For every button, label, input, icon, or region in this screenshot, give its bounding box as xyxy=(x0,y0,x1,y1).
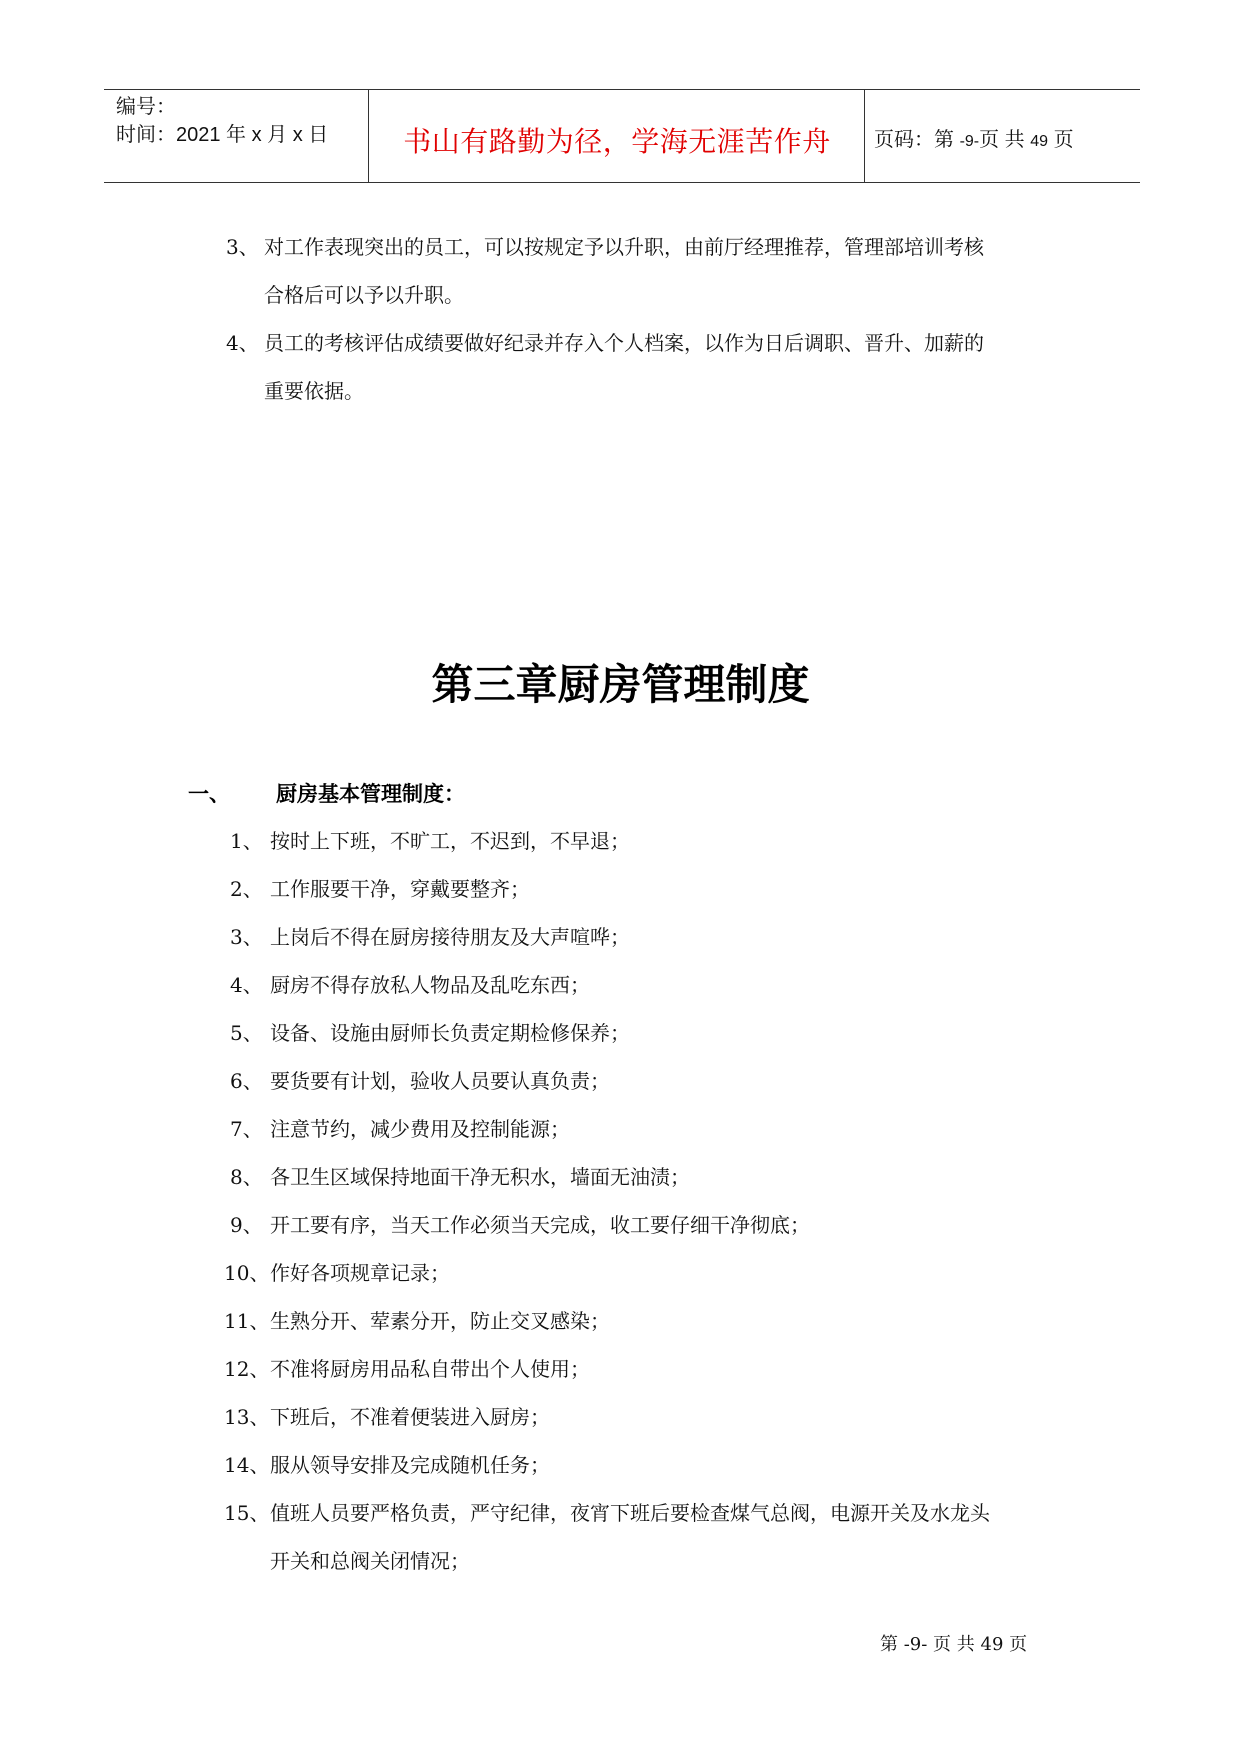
rule-item xyxy=(224,1257,450,1286)
rule-number: 15、 xyxy=(224,1501,270,1525)
rule-text: 服从领导安排及完成随机任务； xyxy=(270,1453,550,1477)
rule-number: 4、 xyxy=(230,973,263,997)
rule-number: 6、 xyxy=(230,1069,263,1093)
serial-label: 编号： xyxy=(116,96,176,118)
rule-item xyxy=(224,1497,990,1526)
item-text: 员工的考核评估成绩要做好纪录并存入个人档案，以作为日后调职、晋升、加薪的 xyxy=(264,331,984,355)
rule-text: 下班后，不准着便装进入厨房； xyxy=(270,1405,550,1429)
rule-item xyxy=(224,1401,550,1430)
rule-number: 13、 xyxy=(224,1405,270,1429)
rule-item xyxy=(224,1353,590,1382)
list-item xyxy=(226,327,984,356)
item-text-continued: 重要依据。 xyxy=(264,379,364,403)
section-number: 一、 xyxy=(188,782,230,806)
section-heading xyxy=(188,778,465,808)
rule-number: 12、 xyxy=(224,1357,270,1381)
rule-text: 工作服要干净，穿戴要整齐； xyxy=(270,877,530,901)
rule-item xyxy=(230,825,630,854)
rule-text: 上岗后不得在厨房接待朋友及大声喧哗； xyxy=(270,925,630,949)
rule-number: 7、 xyxy=(230,1117,263,1141)
rule-text: 厨房不得存放私人物品及乱吃东西； xyxy=(270,973,590,997)
page-code-num: -9- xyxy=(959,133,980,150)
rule-text: 设备、设施由厨师长负责定期检修保养； xyxy=(270,1021,630,1045)
header-motto: 书山有路勤为径，学海无涯苦作舟 xyxy=(403,125,831,158)
header-meta xyxy=(116,93,328,149)
page-header xyxy=(104,89,1140,183)
page-code-suffix: 页 xyxy=(1053,129,1074,151)
header-page-code xyxy=(874,123,1074,152)
rule-text: 各卫生区域保持地面干净无积水，墙面无油渍； xyxy=(270,1165,690,1189)
chapter-title: 第三章厨房管理制度 xyxy=(431,660,810,709)
rule-item xyxy=(230,921,630,950)
rule-item xyxy=(230,873,530,902)
rule-number: 11、 xyxy=(224,1309,270,1333)
page-code-mid: 页 共 xyxy=(979,129,1025,151)
rule-number: 14、 xyxy=(224,1453,270,1477)
rule-item xyxy=(230,1209,810,1238)
rule-number: 5、 xyxy=(230,1021,263,1045)
rule-text: 生熟分开、荤素分开，防止交叉感染； xyxy=(270,1309,610,1333)
rule-item xyxy=(224,1449,550,1478)
rule-number: 8、 xyxy=(230,1165,263,1189)
section-title: 厨房基本管理制度： xyxy=(276,782,465,806)
rule-number: 3、 xyxy=(230,925,263,949)
rule-text: 作好各项规章记录； xyxy=(270,1261,450,1285)
rule-text: 按时上下班，不旷工，不迟到，不早退； xyxy=(270,829,630,853)
page-code-prefix: 页码：第 xyxy=(874,129,954,151)
header-divider xyxy=(864,90,865,182)
rule-number: 9、 xyxy=(230,1213,263,1237)
rule-number: 10、 xyxy=(224,1261,270,1285)
rule-item xyxy=(230,1113,570,1142)
rule-item xyxy=(230,969,590,998)
page-code-total: 49 xyxy=(1030,133,1049,150)
time-label: 时间：2021 年 x 月 x 日 xyxy=(116,124,329,146)
page-footer: 第 -9- 页 共 49 页 xyxy=(880,1634,1028,1655)
rule-number: 2、 xyxy=(230,877,263,901)
list-item xyxy=(226,231,984,260)
rule-item xyxy=(230,1017,630,1046)
rule-item xyxy=(230,1161,690,1190)
item-text: 对工作表现突出的员工，可以按规定予以升职，由前厅经理推荐，管理部培训考核 xyxy=(264,235,984,259)
rule-text-continued: 开关和总阀关闭情况； xyxy=(270,1549,470,1573)
item-number: 3、 xyxy=(226,235,259,259)
rule-text: 要货要有计划，验收人员要认真负责； xyxy=(270,1069,610,1093)
item-number: 4、 xyxy=(226,331,259,355)
rule-item xyxy=(230,1065,610,1094)
rule-text: 注意节约，减少费用及控制能源； xyxy=(270,1117,570,1141)
rule-item xyxy=(224,1305,610,1334)
rule-text: 值班人员要严格负责，严守纪律，夜宵下班后要检查煤气总阀，电源开关及水龙头 xyxy=(270,1501,990,1525)
rule-text: 不准将厨房用品私自带出个人使用； xyxy=(270,1357,590,1381)
rule-text: 开工要有序，当天工作必须当天完成，收工要仔细干净彻底； xyxy=(270,1213,810,1237)
rule-number: 1、 xyxy=(230,829,263,853)
item-text-continued: 合格后可以予以升职。 xyxy=(264,283,464,307)
